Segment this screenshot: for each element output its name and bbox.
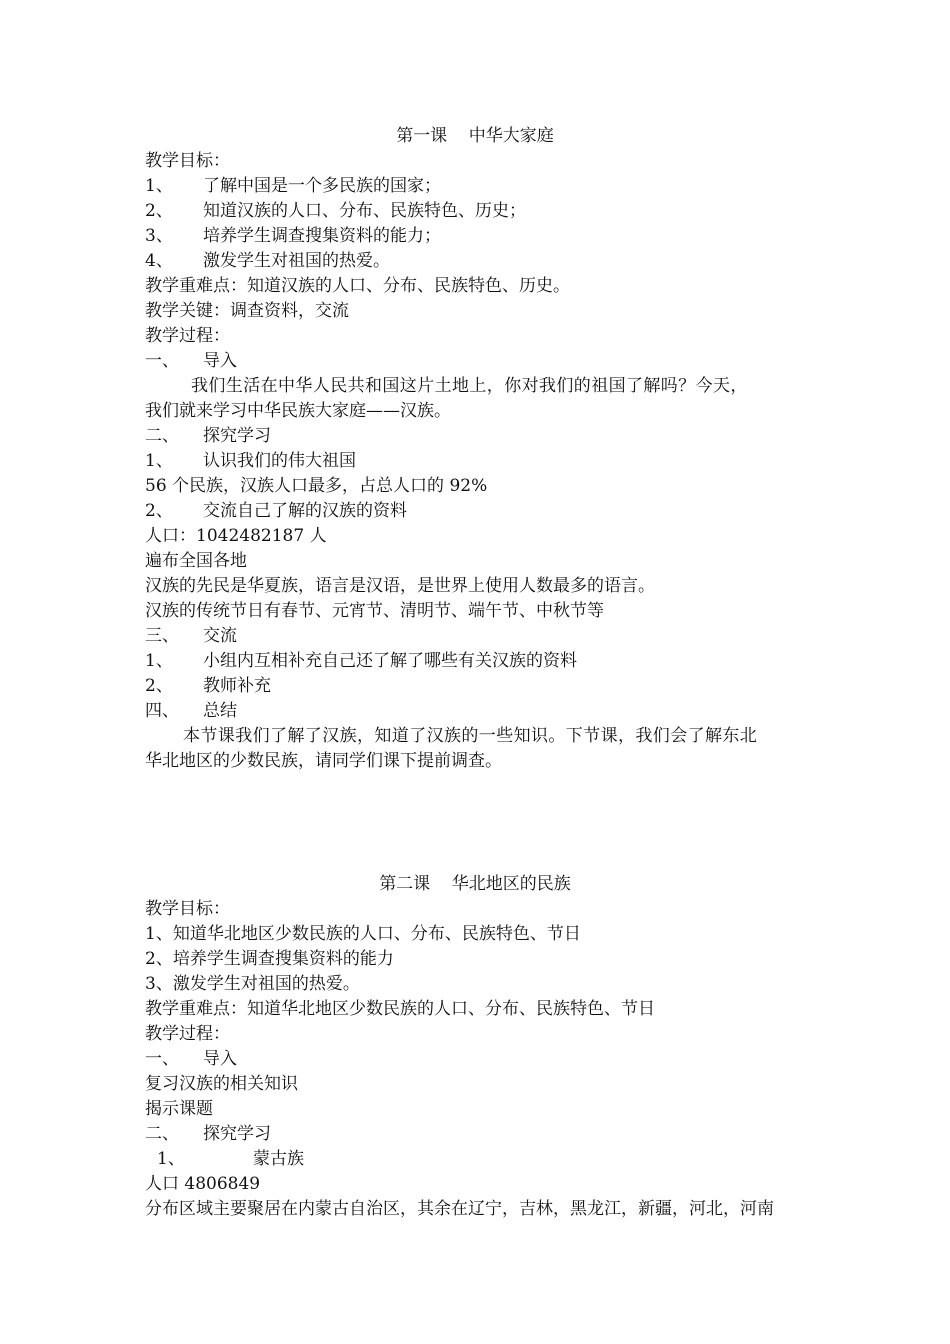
- lesson2-key-points: 教学重难点：知道华北地区少数民族的人口、分布、民族特色、节日: [145, 999, 655, 1019]
- lesson1-communicate-1: [145, 649, 577, 674]
- item-text: 教师补充: [203, 676, 271, 696]
- lesson1-explore-1-detail: 56 个民族，汉族人口最多，占总人口的 92%: [145, 476, 488, 496]
- lesson2-mongol-population: 人口 4806849: [145, 1174, 261, 1194]
- goal-number: 3、: [145, 226, 173, 246]
- item-text: 认识我们的伟大祖国: [203, 451, 356, 471]
- item-number: 2、: [145, 676, 173, 696]
- lesson1-population: 人口：1042482187 人: [145, 526, 327, 546]
- lesson2-goal-2: 2、培养学生调查搜集资料的能力: [145, 949, 394, 969]
- section-heading: 探究学习: [203, 426, 271, 446]
- lesson1-section-2: [145, 424, 271, 449]
- lesson2-goal-1: 1、知道华北地区少数民族的人口、分布、民族特色、节日: [145, 924, 581, 944]
- lesson2-goals-label: 教学目标：: [145, 899, 230, 919]
- lesson1-communicate-2: [145, 674, 271, 699]
- item-number: 1、: [145, 451, 173, 471]
- section-heading: 交流: [203, 626, 237, 646]
- lesson2-reveal: 揭示课题: [145, 1099, 213, 1119]
- lesson2-mongol-distribution: 分布区域主要聚居在内蒙古自治区，其余在辽宁，吉林，黑龙江，新疆，河北，河南: [145, 1199, 774, 1219]
- section-number: 二、: [145, 426, 179, 446]
- section-heading: 探究学习: [203, 1124, 271, 1144]
- item-text: 交流自己了解的汉族的资料: [203, 501, 407, 521]
- section-number: 三、: [145, 626, 179, 646]
- lesson2-title: 第二课 华北地区的民族: [379, 874, 571, 894]
- lesson1-goal-4: [145, 249, 390, 274]
- lesson2-mongol-item: [145, 1147, 304, 1172]
- lesson1-ancestors: 汉族的先民是华夏族，语言是汉语，是世界上使用人数最多的语言。: [145, 576, 655, 596]
- item-text: 蒙古族: [253, 1149, 304, 1169]
- goal-number: 2、: [145, 201, 173, 221]
- item-text: 小组内互相补充自己还了解了哪些有关汉族的资料: [203, 651, 577, 671]
- lesson1-section-1: [145, 349, 237, 374]
- lesson1-section-3: [145, 624, 237, 649]
- lesson1-explore-1: [145, 449, 356, 474]
- goal-number: 4、: [145, 251, 173, 271]
- lesson1-intro-line-1: 我们生活在中华人民共和国这片土地上，你对我们的祖国了解吗？今天，: [191, 376, 748, 396]
- lesson1-goal-1: [145, 174, 441, 199]
- section-heading: 导入: [203, 1049, 237, 1069]
- section-heading: 总结: [203, 701, 237, 721]
- lesson1-festivals: 汉族的传统节日有春节、元宵节、清明节、端午节、中秋节等: [145, 601, 604, 621]
- section-number: 一、: [145, 351, 179, 371]
- section-number: 四、: [145, 701, 179, 721]
- section-number: 一、: [145, 1049, 179, 1069]
- lesson1-process-label: 教学过程：: [145, 326, 230, 346]
- lesson1-section-4: [145, 699, 237, 724]
- section-number: 二、: [145, 1124, 179, 1144]
- item-number: 2、: [145, 501, 173, 521]
- goal-text: 知道汉族的人口、分布、民族特色、历史；: [203, 201, 526, 221]
- lesson1-explore-2: [145, 499, 407, 524]
- item-number-spacer: [145, 1149, 157, 1169]
- item-number: 1、: [145, 651, 173, 671]
- lesson2-review: 复习汉族的相关知识: [145, 1074, 298, 1094]
- lesson2-process-label: 教学过程：: [145, 1024, 230, 1044]
- lesson1-goals-label: 教学目标：: [145, 151, 230, 171]
- lesson1-summary-line-1: 本节课我们了解了汉族，知道了汉族的一些知识。下节课，我们会了解东北: [183, 726, 758, 746]
- section-heading: 导入: [203, 351, 237, 371]
- lesson1-key: 教学关键：调查资料，交流: [145, 301, 349, 321]
- goal-text: 培养学生调查搜集资料的能力；: [203, 226, 441, 246]
- goal-text: 了解中国是一个多民族的国家；: [203, 176, 441, 196]
- lesson1-goal-2: [145, 199, 526, 224]
- lesson2-section-1: [145, 1047, 237, 1072]
- lesson2-section-2: [145, 1122, 271, 1147]
- lesson1-intro-line-2: 我们就来学习中华民族大家庭——汉族。: [145, 401, 451, 421]
- lesson1-distribution: 遍布全国各地: [145, 551, 247, 571]
- goal-text: 激发学生对祖国的热爱。: [203, 251, 390, 271]
- lesson2-goal-3: 3、激发学生对祖国的热爱。: [145, 974, 360, 994]
- lesson1-title: 第一课 中华大家庭: [396, 126, 554, 146]
- item-number: 1、: [157, 1149, 185, 1169]
- goal-number: 1、: [145, 176, 173, 196]
- lesson1-summary-line-2: 华北地区的少数民族，请同学们课下提前调查。: [145, 751, 502, 771]
- lesson1-goal-3: [145, 224, 441, 249]
- lesson1-key-points: 教学重难点：知道汉族的人口、分布、民族特色、历史。: [145, 276, 570, 296]
